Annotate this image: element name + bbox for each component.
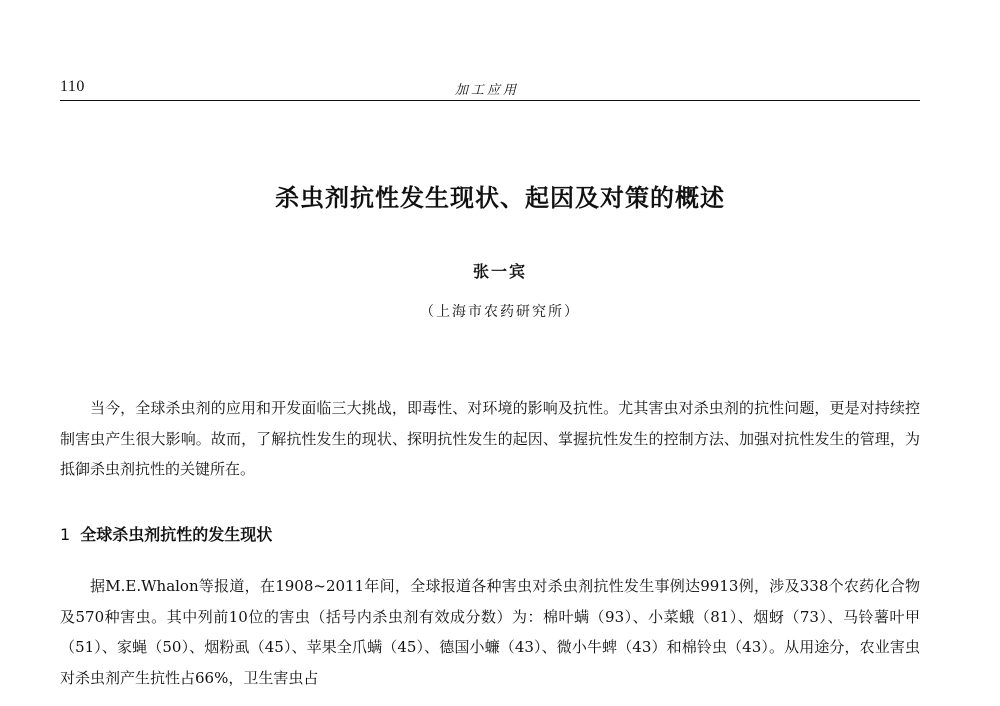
section-number: 1	[60, 525, 71, 544]
header-rule	[60, 100, 920, 101]
section-paragraph: 据M.E.Whalon等报道，在1908~2011年间，全球报道各种害虫对杀虫剂抗性发生事例达9913例，涉及338个农药化合物及570种害虫。其中列前10位的害虫（括号内杀虫剂有效成分数）为：棉叶螨（93）、小菜蛾（81）、烟蚜（73）、马铃薯叶甲（51）、家蝇（50）、烟粉虱（45）、苹果全爪螨（45）、德国小蠊（43）、微小牛蜱（43）和棉铃虫（43）。从用途分，农业害虫对杀虫剂产生抗性占66%，卫生害虫占	[60, 577, 920, 687]
section-heading	[60, 522, 272, 545]
page-header	[60, 72, 920, 102]
page-number: 110	[60, 78, 85, 95]
section-title: 全球杀虫剂抗性的发生现状	[80, 525, 273, 544]
author-affiliation: （上海市农药研究所）	[420, 304, 580, 320]
intro-paragraph: 当今，全球杀虫剂的应用和开发面临三大挑战，即毒性、对环境的影响及抗性。尤其害虫对杀虫剂的抗性问题，更是对持续控制害虫产生很大影响。故而，了解抗性发生的现状、探明抗性发生的起因、掌握抗性发生的控制方法、加强对抗性发生的管理，为抵御杀虫剂抗性的关键所在。	[60, 399, 920, 478]
article-title: 杀虫剂抗性发生现状、起因及对策的概述	[275, 183, 725, 212]
author-name: 张一宾	[472, 262, 527, 281]
running-title: 加工应用	[455, 83, 520, 98]
